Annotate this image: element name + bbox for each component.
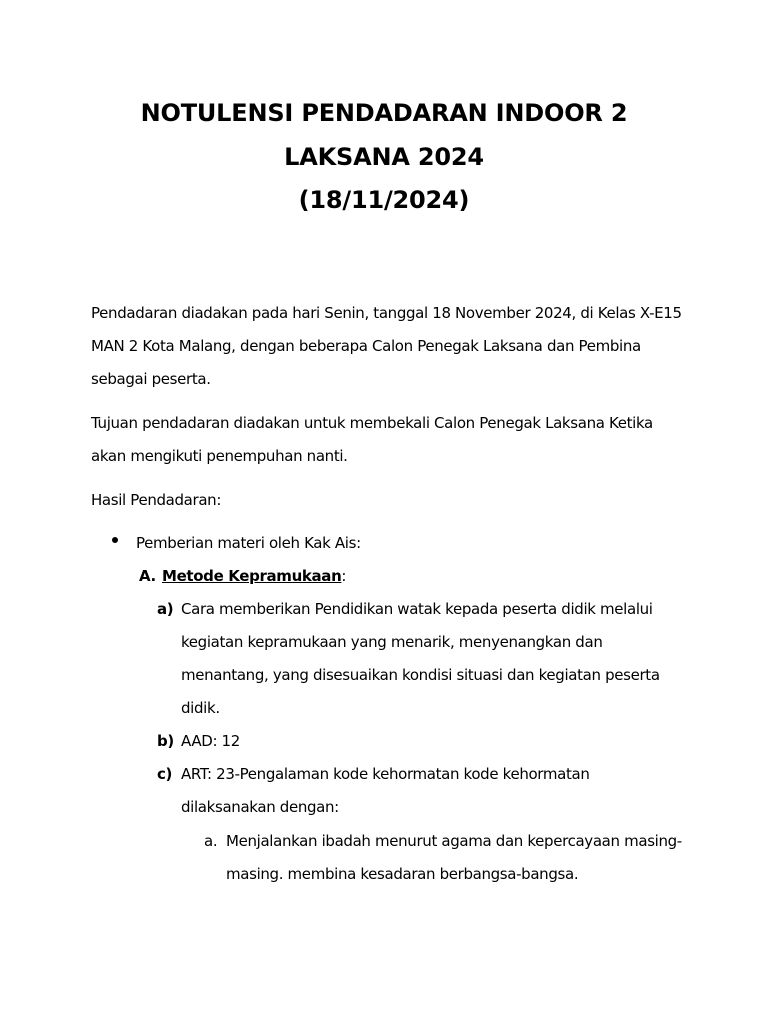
intro-paragraph-1-line-3: sebagai peserta. xyxy=(91,370,211,388)
section-a-marker: A. xyxy=(139,567,156,585)
section-a-heading-row xyxy=(162,566,346,586)
document-title-date: (18/11/2024) xyxy=(298,186,470,214)
document-title-line-1: NOTULENSI PENDADARAN INDOOR 2 xyxy=(140,99,628,127)
intro-paragraph-2-line-1: Tujuan pendadaran diadakan untuk membekali Calon Penegak Laksana Ketika xyxy=(91,414,653,432)
item-c-marker: c) xyxy=(157,765,173,783)
item-a-line-4: didik. xyxy=(181,699,220,717)
item-a-marker: a) xyxy=(157,600,174,618)
item-b-line-1: AAD: 12 xyxy=(181,732,240,750)
item-c-line-1: ART: 23-Pengalaman kode kehormatan kode kehormatan xyxy=(181,765,590,783)
item-c-line-2: dilaksanakan dengan: xyxy=(181,798,339,816)
subitem-a-line-1: Menjalankan ibadah menurut agama dan kepercayaan masing- xyxy=(226,832,682,850)
item-a-line-2: kegiatan kepramukaan yang menarik, menyenangkan dan xyxy=(181,633,603,651)
bullet-text: Pemberian materi oleh Kak Ais: xyxy=(136,534,361,552)
document-title-line-2: LAKSANA 2024 xyxy=(284,143,484,171)
subitem-a-marker: a. xyxy=(204,832,218,850)
item-a-line-1: Cara memberikan Pendidikan watak kepada peserta didik melalui xyxy=(181,600,653,618)
bullet-dot-icon xyxy=(112,537,118,543)
section-a-heading: Metode Kepramukaan xyxy=(162,567,342,585)
item-b-marker: b) xyxy=(157,732,174,750)
item-a-line-3: menantang, yang disesuaikan kondisi situasi dan kegiatan peserta xyxy=(181,666,660,684)
intro-paragraph-1-line-2: MAN 2 Kota Malang, dengan beberapa Calon Penegak Laksana dan Pembina xyxy=(91,337,641,355)
results-heading: Hasil Pendadaran: xyxy=(91,491,222,509)
section-a-colon: : xyxy=(341,567,347,585)
intro-paragraph-1-line-1: Pendadaran diadakan pada hari Senin, tanggal 18 November 2024, di Kelas X-E15 xyxy=(91,304,682,322)
subitem-a-line-2: masing. membina kesadaran berbangsa-bangsa. xyxy=(226,865,579,883)
intro-paragraph-2-line-2: akan mengikuti penempuhan nanti. xyxy=(91,447,348,465)
